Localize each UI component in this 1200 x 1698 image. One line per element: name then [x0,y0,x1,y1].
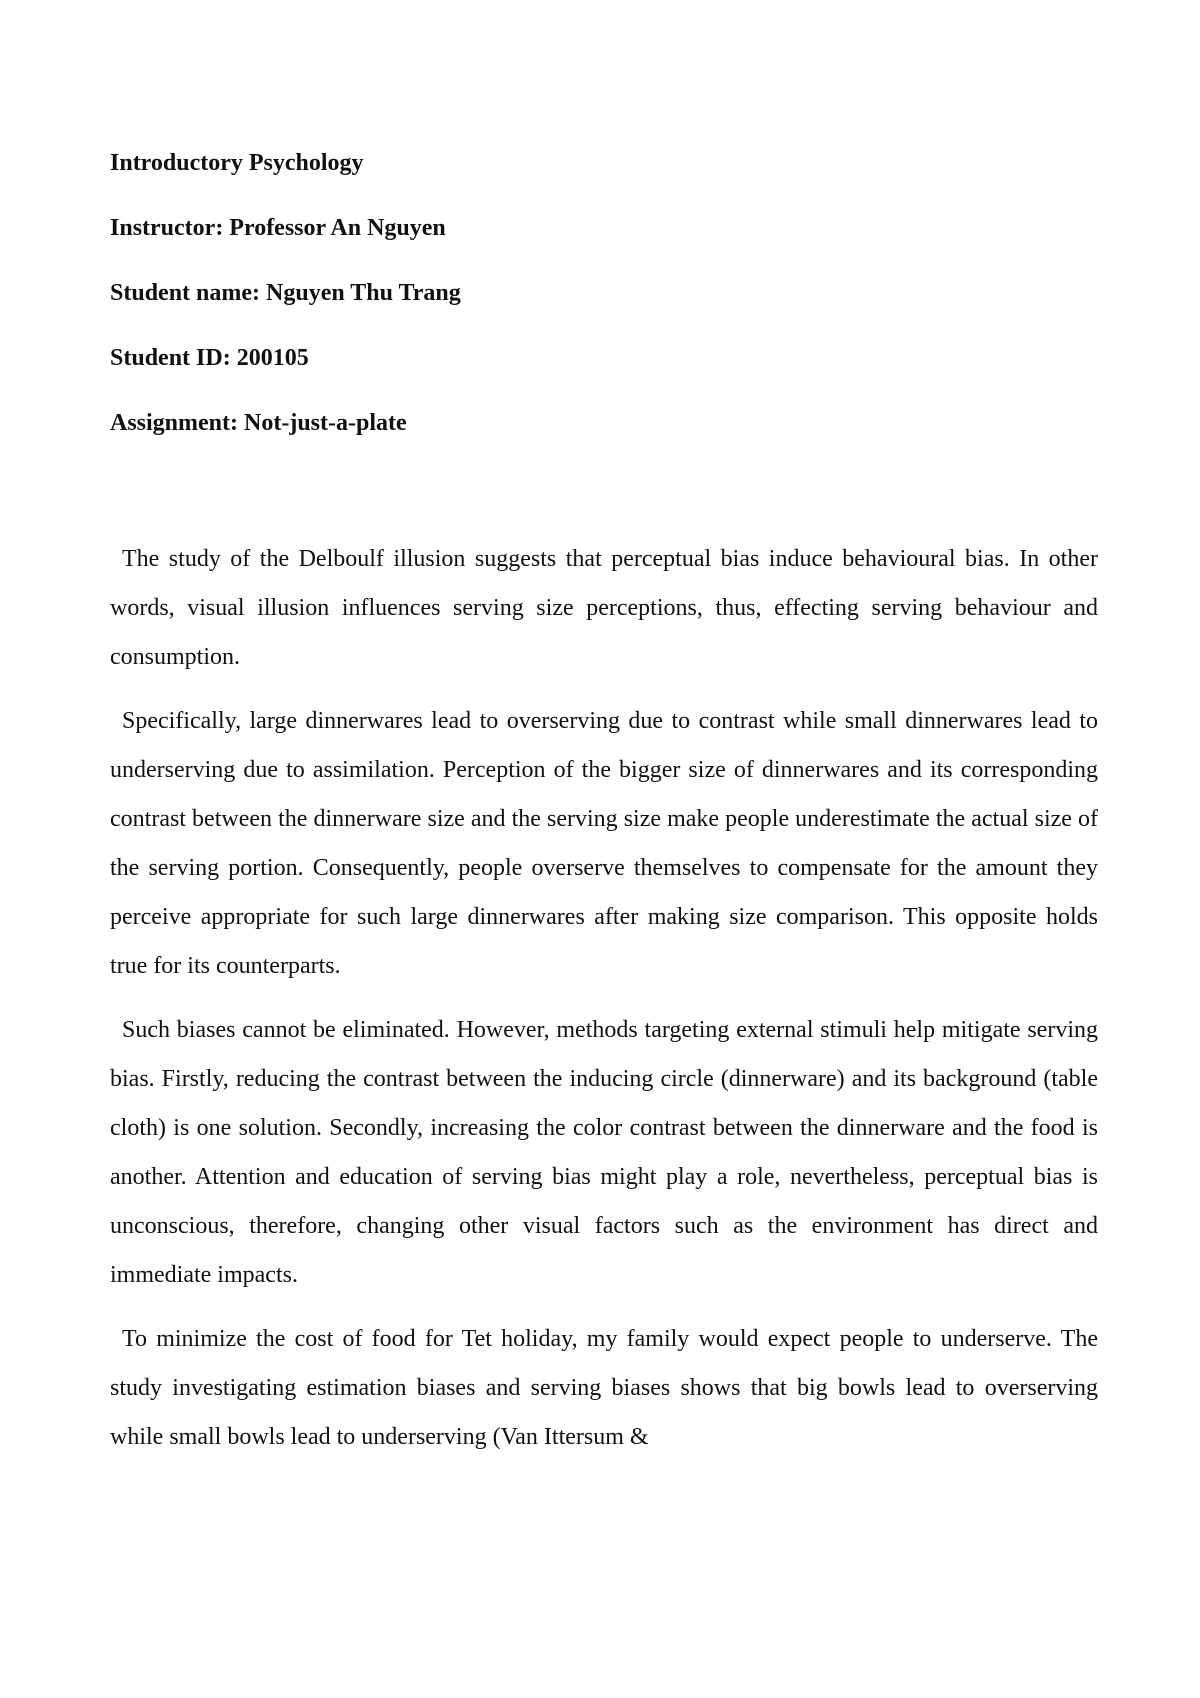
course-title: Introductory Psychology [110,150,364,176]
student-id-line: Student ID: 200105 [110,345,309,371]
instructor-line: Instructor: Professor An Nguyen [110,215,446,241]
paragraph-3: Such biases cannot be eliminated. However, methods targeting external stimuli help mitigate serving bias. Firstly, reducing the contrast between the inducing circle (dinnerware) and its background (table cloth) is one solution. Secondly, increasing the color contrast between the dinnerware and the food is another. Attention and education of serving bias might play a role, nevertheless, perceptual bias is unconscious, therefore, changing other visual factors such as the environment has direct and immediate impacts. [110,1017,1098,1288]
document-header [110,148,1090,473]
paragraph-4: To minimize the cost of food for Tet holiday, my family would expect people to underserve. The study investigating estimation biases and serving biases shows that big bowls lead to overserving while small bowls lead to underserving (Van Ittersum & [110,1326,1098,1450]
paragraph-1: The study of the Delboulf illusion suggests that perceptual bias induce behavioural bias. In other words, visual illusion influences serving size perceptions, thus, effecting serving behaviour and consumption. [110,546,1098,670]
document-body [110,535,1098,1477]
student-name-line: Student name: Nguyen Thu Trang [110,280,461,306]
assignment-line: Assignment: Not-just-a-plate [110,410,407,436]
paragraph-2: Specifically, large dinnerwares lead to overserving due to contrast while small dinnerwares lead to underserving due to assimilation. Perception of the bigger size of dinnerwares and its corresponding contrast between the dinnerware size and the serving size make people underestimate the actual size of the serving portion. Consequently, people overserve themselves to compensate for the amount they perceive appropriate for such large dinnerwares after making size comparison. This opposite holds true for its counterparts. [110,708,1098,979]
